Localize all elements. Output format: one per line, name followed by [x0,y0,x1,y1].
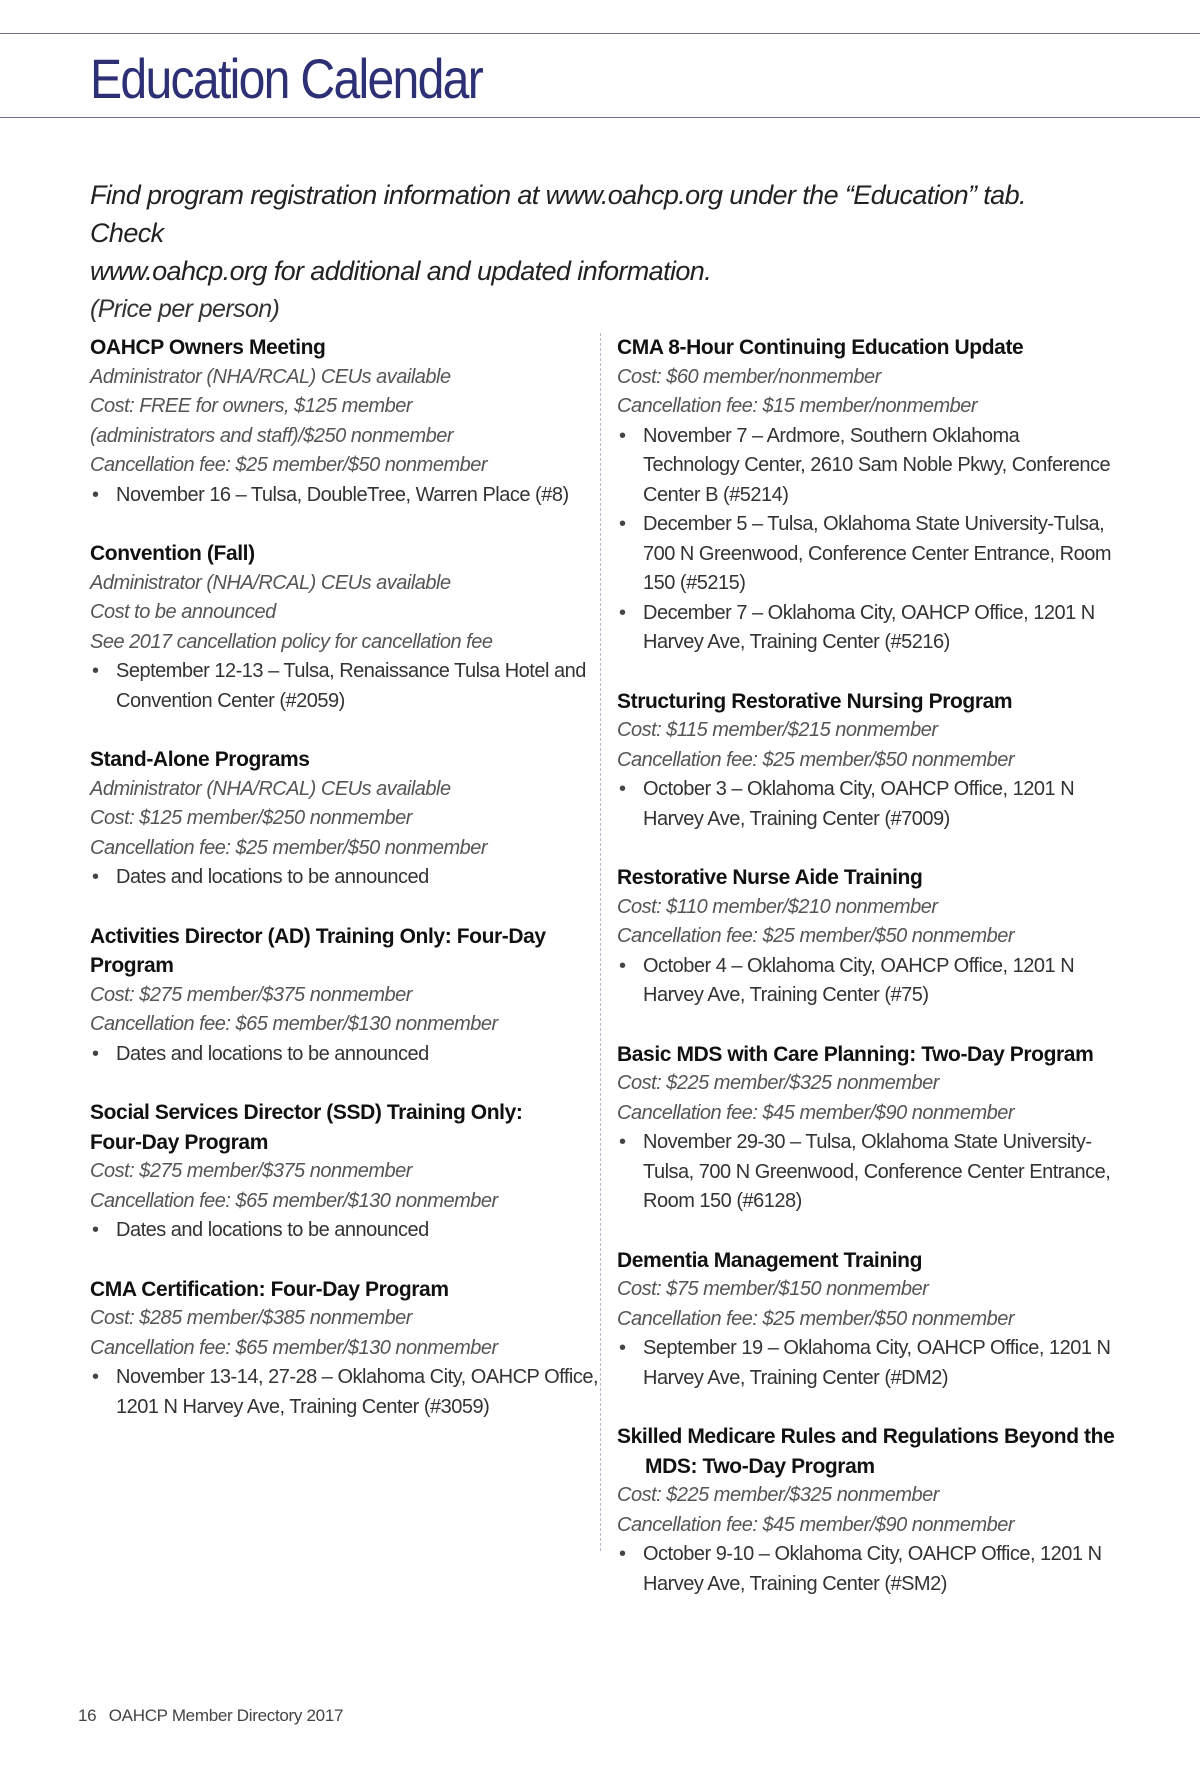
program-detail: Cost: $225 member/$325 nonmember [617,1484,939,1506]
program-basic-mds-with-care-planning-two-day-program [617,1040,1117,1217]
program-title [617,1422,1117,1481]
session-item: • November 29-30 – Tulsa, Oklahoma State University-Tulsa, 700 N Greenwood, Conference Center Entrance, Room 150 (#6128) [617,1128,1117,1217]
program-cma-certification-four-day-program [90,1275,600,1423]
program-detail: See 2017 cancellation policy for cancellation fee [90,630,493,653]
program-title-line: Activities Director (AD) Training Only: Four-Day Program [90,924,546,977]
page-title: Education Calendar [90,47,483,110]
program-detail: Administrator (NHA/RCAL) CEUs available [90,571,451,594]
program-detail: (administrators and staff)/$250 nonmember [90,424,454,447]
session-item: • Dates and locations to be announced [90,863,600,893]
session-item: • November 13-14, 27-28 – Oklahoma City, OAHCP Office, 1201 N Harvey Ave, Training Center (#3059) [90,1363,600,1422]
page-footer [78,1706,343,1726]
program-detail: Cost: $275 member/$375 nonmember [90,983,412,1006]
session-item: • October 4 – Oklahoma City, OAHCP Office, 1201 N Harvey Ave, Training Center (#75) [617,952,1117,1011]
program-detail: Cancellation fee: $65 member/$130 nonmember [90,1189,498,1212]
program-detail: Cancellation fee: $65 member/$130 nonmember [90,1336,498,1359]
intro-line-1: Find program registration information at www.oahcp.org under the “Education” tab. Check [90,180,1026,248]
session-item: • November 16 – Tulsa, DoubleTree, Warren Place (#8) [90,481,600,511]
session-item: • October 3 – Oklahoma City, OAHCP Office, 1201 N Harvey Ave, Training Center (#7009) [617,775,1117,834]
program-title [617,1040,1117,1070]
program-title-line: Basic MDS with Care Planning: Two-Day Program [617,1042,1094,1066]
session-list [90,657,600,716]
session-item: • September 12-13 – Tulsa, Renaissance Tulsa Hotel and Convention Center (#2059) [90,657,600,716]
intro-line-2: www.oahcp.org for additional and updated information. [90,256,712,286]
session-list [90,481,600,511]
program-title-line: Social Services Director (SSD) Training Only: [90,1101,523,1124]
column-divider [600,333,601,1551]
program-detail: Cost: $75 member/$150 nonmember [617,1278,929,1300]
program-convention-fall [90,539,600,716]
session-item: • October 9-10 – Oklahoma City, OAHCP Office, 1201 N Harvey Ave, Training Center (#SM2) [617,1540,1117,1599]
program-title [90,922,600,981]
session-list [90,1216,600,1246]
program-title-line: MDS: Two-Day Program [645,1454,875,1478]
program-title-line: Convention (Fall) [90,542,255,565]
program-cma-8-hour-continuing-education-update [617,333,1117,658]
program-detail: Cancellation fee: $15 member/nonmember [617,395,978,417]
program-activities-director-ad-training-only-four-day-pr [90,922,600,1070]
program-title [617,687,1117,717]
program-title [90,539,600,569]
right-column [617,333,1117,1628]
program-title [90,1275,600,1305]
session-item: • December 7 – Oklahoma City, OAHCP Office, 1201 N Harvey Ave, Training Center (#5216) [617,599,1117,658]
intro-text [90,176,1090,328]
program-restorative-nurse-aide-training [617,863,1117,1011]
session-item: • September 19 – Oklahoma City, OAHCP Office, 1201 N Harvey Ave, Training Center (#DM2) [617,1334,1117,1393]
session-list [617,1128,1117,1217]
program-structuring-restorative-nursing-program [617,687,1117,835]
session-list [90,863,600,893]
program-detail: Cancellation fee: $25 member/$50 nonmember [90,836,488,859]
program-detail: Cancellation fee: $25 member/$50 nonmember [90,454,488,476]
program-detail: Cancellation fee: $25 member/$50 nonmember [617,748,1015,771]
program-detail: Cancellation fee: $25 member/$50 nonmember [617,925,1015,947]
program-title-line: CMA 8-Hour Continuing Education Update [617,336,1024,359]
program-detail: Cost: $275 member/$375 nonmember [90,1160,412,1182]
left-column [90,333,600,1451]
program-title [617,863,1117,893]
program-title-line: Stand-Alone Programs [90,748,310,771]
program-dementia-management-training [617,1246,1117,1394]
session-list [617,1540,1117,1599]
program-detail: Cancellation fee: $25 member/$50 nonmember [617,1307,1015,1330]
session-list [90,1040,600,1070]
price-note: (Price per person) [90,295,280,323]
session-list [617,1334,1117,1393]
program-title-line: CMA Certification: Four-Day Program [90,1277,449,1301]
program-detail: Cost: $110 member/$210 nonmember [617,895,938,918]
session-item: • Dates and locations to be announced [90,1216,600,1246]
program-title-line: Skilled Medicare Rules and Regulations Beyond the [617,1425,1115,1448]
program-title [90,745,600,775]
program-stand-alone-programs [90,745,600,893]
session-item: • December 5 – Tulsa, Oklahoma State University-Tulsa, 700 N Greenwood, Conference Center Entrance, Room 150 (#5215) [617,510,1117,599]
program-title-line: Structuring Restorative Nursing Program [617,689,1013,713]
program-detail: Cost: $125 member/$250 nonmember [90,807,412,829]
program-detail: Cost: FREE for owners, $125 member [90,395,413,417]
program-detail: Cost: $225 member/$325 nonmember [617,1072,939,1094]
title-rule [0,117,1200,118]
session-list [617,952,1117,1011]
program-title-line: Restorative Nurse Aide Training [617,866,923,889]
publication-name: OAHCP Member Directory 2017 [108,1706,344,1725]
program-detail: Cost: $60 member/nonmember [617,365,881,388]
page-number: 16 [78,1706,97,1725]
program-title-line: Dementia Management Training [617,1248,923,1272]
program-detail: Cancellation fee: $65 member/$130 nonmember [90,1013,498,1035]
session-list [617,775,1117,834]
program-title [617,333,1117,363]
program-title [90,1098,600,1157]
session-item: • Dates and locations to be announced [90,1040,600,1070]
program-detail: Administrator (NHA/RCAL) CEUs available [90,777,451,800]
program-oahcp-owners-meeting [90,333,600,510]
session-item: • November 7 – Ardmore, Southern Oklahoma Technology Center, 2610 Sam Noble Pkwy, Conference Center B (#5214) [617,422,1117,511]
program-title [90,333,600,363]
program-detail: Administrator (NHA/RCAL) CEUs available [90,365,451,388]
top-rule [0,33,1200,34]
program-detail: Cost: $115 member/$215 nonmember [617,719,938,741]
program-detail: Cost to be announced [90,601,276,623]
program-title [617,1246,1117,1276]
session-list [617,422,1117,658]
program-social-services-director-ssd-training-only [90,1098,600,1246]
program-title-line: OAHCP Owners Meeting [90,336,326,359]
session-list [90,1363,600,1422]
program-detail: Cancellation fee: $45 member/$90 nonmember [617,1101,1015,1124]
program-detail: Cost: $285 member/$385 nonmember [90,1307,412,1329]
program-detail: Cancellation fee: $45 member/$90 nonmember [617,1513,1015,1536]
program-skilled-medicare-rules-and-regulations-beyond-th [617,1422,1117,1599]
program-title-line: Four-Day Program [90,1130,268,1154]
